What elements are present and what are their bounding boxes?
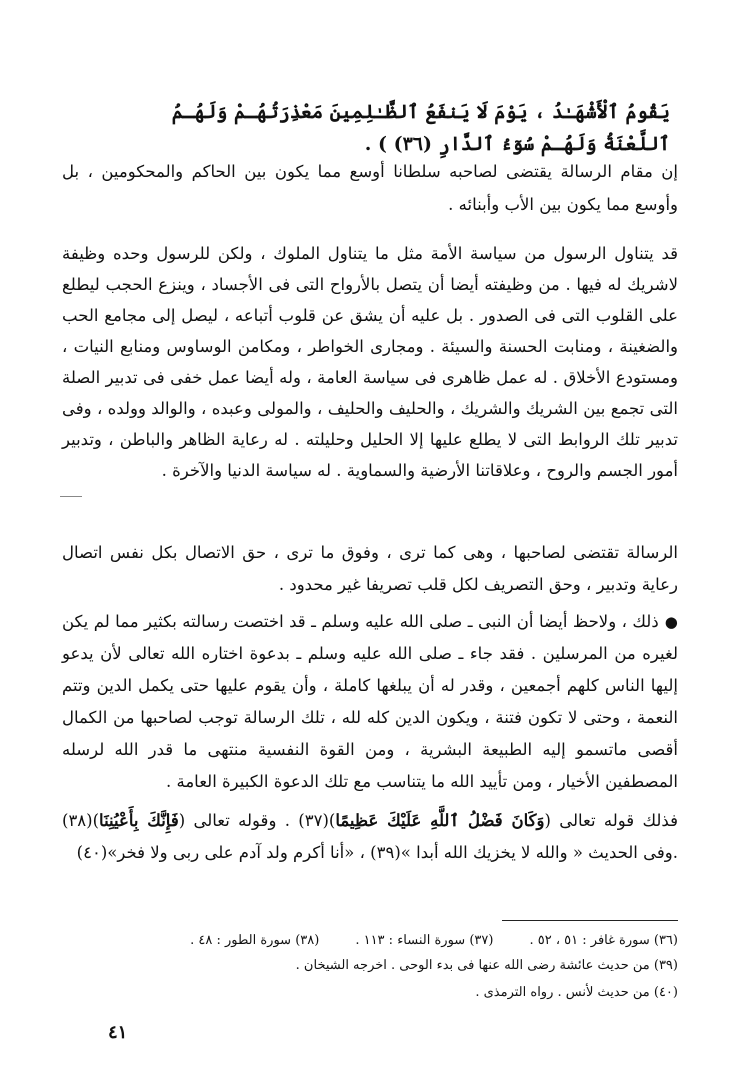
footnote-36: (٣٦) سورة غافر : ٥١ ، ٥٢ . bbox=[529, 933, 678, 948]
footnote-row-1 bbox=[190, 930, 678, 952]
footnote-40: (٤٠) من حديث لأنس . رواه الترمذى . bbox=[475, 985, 678, 1000]
paragraph-5-end: )(٣٨) .وفى الحديث « والله لا يخزيك الله أبدا »(٣٩) ، «أنا أكرم ولد آدم على ربى ولا فخر»(٤٠) bbox=[56, 811, 678, 862]
footnote-39: (٣٩) من حديث عائشة رضى الله عنها فى بدء الوحى . اخرجه الشيخان . bbox=[295, 958, 678, 973]
paragraph-2: قد يتناول الرسول من سياسة الأمة مثل ما يتناول الملوك ، ولكن للرسول وحده وظيفة لاشريك له فيها . من وظيفته أيضا أن يتصل بالأرواح التى فى الأجساد ، وينزع الحجب ليطلع على القلوب التى فى الصدور . بل عليه أن يشق عن قلوب أتباعه ، ليصل إلى مجامع الحب والضغينة ، ومنابت الحسنة والسيئة . ومجارى الخواطر ، ومكامن الوساوس ومنابع النيات ، ومستودع الأخلاق . له عمل ظاهرى فى سياسة العامة ، وله أيضا عمل خفى فى تدبير الصلة التى تجمع بين الشريك والشريك ، والحليف والحليف ، والمولى وعبده ، والوالد وولده ، وفى تدبير تلك الروابط التى لا يطلع عليها إلا الحليل وحليلته . له رعاية الظاهر والباطن ، وتدبير أمور الجسم والروح ، وعلاقاتنا الأرضية والسماوية . له سياسة الدنيا والآخرة . bbox=[56, 244, 678, 480]
footnote-38: (٣٨) سورة الطور : ٤٨ . bbox=[190, 933, 320, 948]
quran-verse: يَقُومُ ٱلْأَشْهَـٰدُ ، يَوْمَ لَا يَنفَعُ ٱلظَّـٰلِمِينَ مَعْذِرَتُهُـمْ وَلَهُـمُ ٱللَّعْنَةُ وَلَهُـمْ سُوٓءُ ٱلدَّارِ (٣٦) ) . bbox=[165, 101, 670, 155]
paragraph-5 bbox=[56, 805, 678, 869]
footnote-separator bbox=[502, 920, 678, 921]
quran-quote-1: وَكَانَ فَضْلُ ٱللَّهِ عَلَيْكَ عَظِيمًا bbox=[335, 811, 545, 830]
quran-quote-2: فَإِنَّكَ بِأَعْيُنِنَا bbox=[99, 811, 179, 830]
paragraph-1: إن مقام الرسالة يقتضى لصاحبه سلطانا أوسع مما يكون بين الحاكم والمحكومين ، بل وأوسع مما يكون بين الأب وأبنائه . bbox=[56, 162, 678, 214]
bullet-icon: ● bbox=[664, 613, 678, 631]
footnote-37: (٣٧) سورة النساء : ١١٣ . bbox=[355, 933, 494, 948]
page-number: ٤١ bbox=[108, 1022, 128, 1043]
paragraph-5-intro: فذلك قوله تعالى ( bbox=[544, 811, 678, 830]
paragraph-5-middle: )(٣٧) . وقوله تعالى ( bbox=[178, 811, 336, 830]
paragraph-4 bbox=[56, 606, 678, 798]
paragraph-3: الرسالة تقتضى لصاحبها ، وهى كما ترى ، وفوق ما ترى ، حق الاتصال بكل نفس اتصال رعاية وتدبير ، وحق التصريف لكل قلب تصريفا غير محدود . bbox=[56, 543, 678, 594]
margin-mark bbox=[60, 496, 82, 497]
paragraph-4-text: ذلك ، ولاحظ أيضا أن النبى ـ صلى الله عليه وسلم ـ قد اختصت رسالته بكثير مما لم يكن لغيره من المرسلين . فقد جاء ـ صلى الله عليه وسلم ـ بدعوة اختاره الله تعالى لأن يدعو إليها الناس كلهم أجمعين ، وقدر له أن يبلغها كاملة ، وأن يقوم عليها حتى يكمل الدين وتتم النعمة ، وحتى لا تكون فتنة ، ويكون الدين كله لله ، تلك الرسالة توجب لصاحبها من الكمال أقصى ماتسمو إليه الطبيعة البشرية ، ومن القوة النفسية منتهى ما قدر الله لرسله المصطفين الأخيار ، ومن تأييد الله ما يتناسب مع تلك الدعوة الكبيرة العامة . bbox=[56, 612, 678, 791]
